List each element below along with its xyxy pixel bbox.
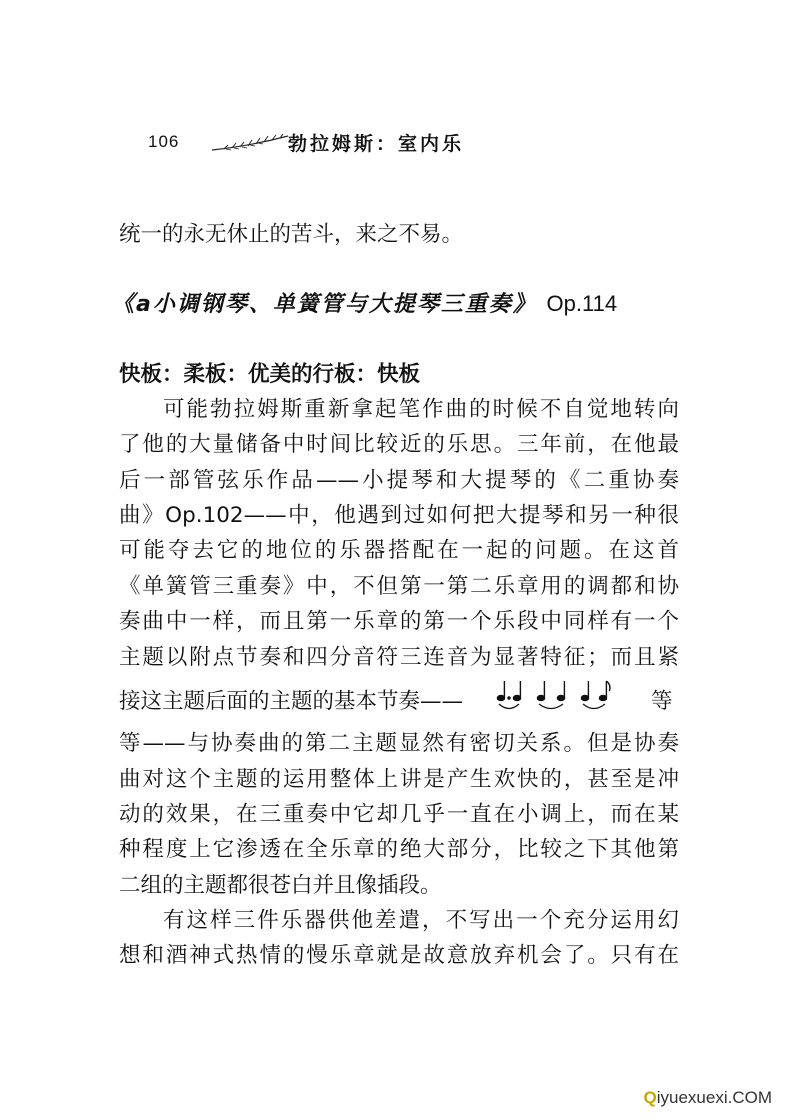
text-line-end: 等 [651, 689, 673, 714]
feather-ornament-icon [210, 134, 290, 152]
paragraph-first-line: 有这样三件乐器供他差遣，不写出一个充分运用幻 [163, 908, 679, 933]
text-line: 种程度上它渗透在全乐章的绝大部分，比较之下其他第 [119, 837, 679, 862]
text-line: 曲》Op.102——中，他遇到过如何把大提琴和另一种很 [119, 503, 679, 528]
text-line: 后一部管弦乐作品——小提琴和大提琴的《二重协奏 [119, 468, 679, 493]
text-line: 动的效果，在三重奏中它却几乎一直在小调上，而在某 [119, 802, 679, 827]
running-header [148, 128, 548, 158]
work-opus: Op.114 [546, 291, 618, 316]
text-line: 想和酒神式热情的慢乐章就是故意放弃机会了。只有在 [119, 943, 679, 968]
text-line: 等——与协奏曲的第二主题显然有密切关系。但是协奏 [119, 731, 679, 756]
text-line: 主题以附点节奏和四分音符三连音为显著特征；而且紧 [119, 645, 679, 670]
text-line: 《单簧管三重奏》中，不但第一第二乐章用的调都和协 [119, 574, 679, 599]
watermark [644, 1088, 773, 1108]
paragraph-first-line: 可能勃拉姆斯重新拿起笔作曲的时候不自觉地转向 [163, 397, 679, 422]
page-number: 106 [148, 132, 180, 151]
rhythm-line [119, 680, 679, 714]
rhythm-notation-icon [495, 676, 645, 716]
text-line: 了他的大量储备中时间比较近的乐思。三年前，在他最 [119, 432, 679, 457]
work-title-text: 《a小调钢琴、单簧管与大提琴三重奏》 [112, 292, 537, 317]
text-line: 奏曲中一样，而且第一乐章的第一个乐段中同样有一个 [119, 609, 679, 634]
work-title [112, 287, 687, 318]
text-line: 可能夺去它的地位的乐器搭配在一起的问题。在这首 [119, 538, 679, 563]
text-line: 二组的主题都很苍白并且像插段。 [119, 873, 442, 898]
text-line: 曲对这个主题的运用整体上讲是产生欢快的，甚至是冲 [119, 767, 679, 792]
text-line: 接这主题后面的主题的基本节奏—— [119, 689, 464, 714]
watermark-q: Q [643, 1088, 657, 1107]
running-title: 勃拉姆斯：室内乐 [288, 133, 465, 155]
tempo-markings: 快板：柔板：优美的行板：快板 [119, 362, 421, 387]
watermark-domain: iyuexuexi.COM [656, 1088, 772, 1107]
text-line: 统一的永无休止的苦斗，来之不易。 [119, 222, 464, 247]
